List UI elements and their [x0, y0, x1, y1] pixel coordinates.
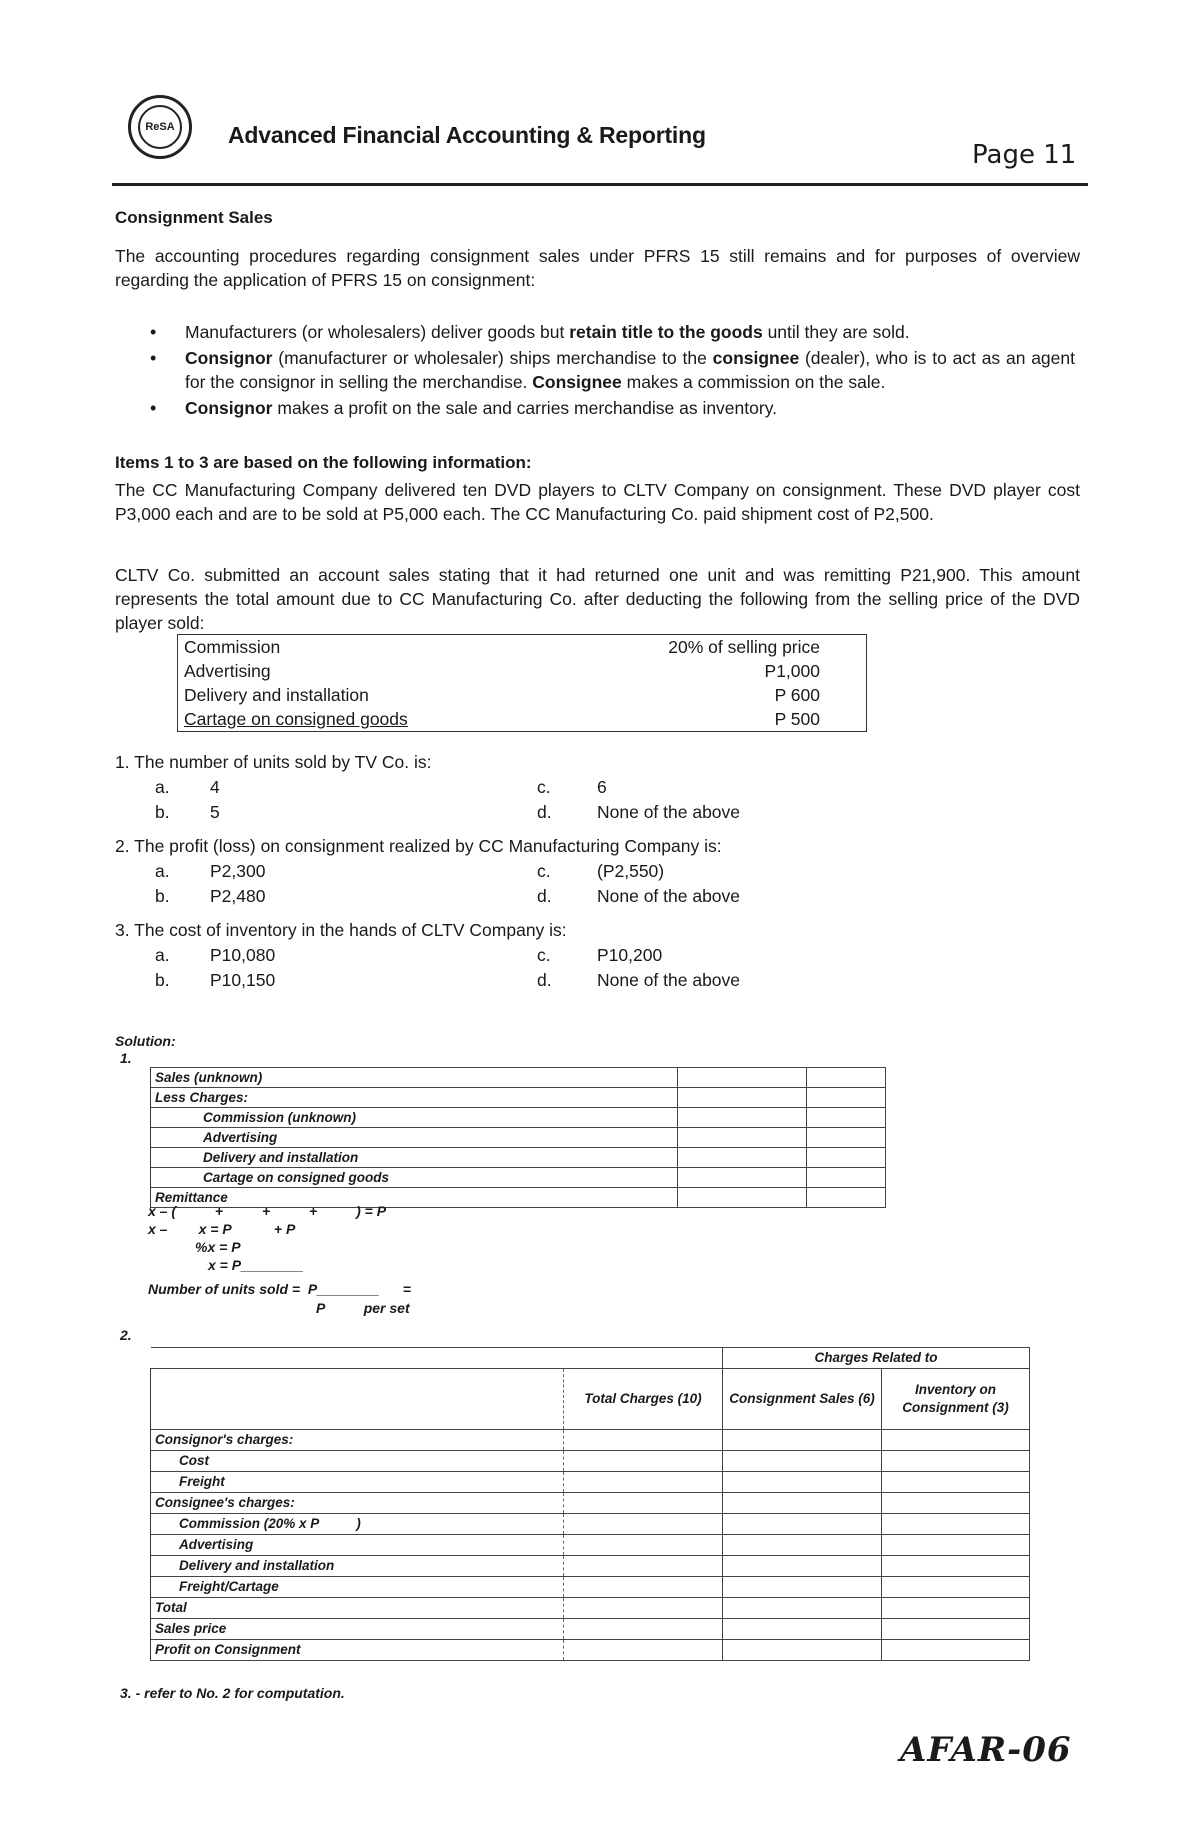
- option-value: 5: [210, 802, 220, 822]
- table-row: Sales price: [151, 1619, 1030, 1640]
- charges-table: [177, 634, 867, 732]
- table-row: Advertising: [151, 1535, 1030, 1556]
- question-stem: 1. The number of units sold by TV Co. is:: [115, 752, 432, 772]
- table-row: Cartage on consigned goods: [151, 1168, 886, 1188]
- option-letter: a.: [155, 861, 170, 881]
- intro-paragraph: The accounting procedures regarding consignment sales under PFRS 15 still remains and for purposes of overview regarding the application of PFRS 15 on consignment:: [115, 246, 1080, 290]
- option-letter: c.: [537, 861, 551, 881]
- table-row: Commission 20% of selling price: [184, 637, 820, 657]
- option-value: P10,150: [210, 970, 276, 990]
- table-row: Commission (unknown): [151, 1108, 886, 1128]
- option-value: P10,080: [210, 945, 276, 965]
- table-row: Charges Related to: [151, 1348, 1030, 1369]
- equation-line-3: %x = P: [195, 1239, 241, 1255]
- option-letter: a.: [155, 945, 170, 965]
- table-row: Freight: [151, 1472, 1030, 1493]
- option-value: None of the above: [597, 886, 741, 906]
- option-letter: a.: [155, 777, 170, 797]
- bullet-list: [150, 320, 1075, 421]
- table-row: Total: [151, 1598, 1030, 1619]
- table-row: Delivery and installation P 600: [184, 685, 820, 705]
- option-value: None of the above: [597, 970, 741, 990]
- items-lead: Items 1 to 3 are based on the following information:: [115, 453, 532, 472]
- units-sold-label: Number of units sold = P________ =: [148, 1281, 411, 1297]
- solution-number-2: 2.: [120, 1327, 132, 1343]
- table-row: Delivery and installation: [151, 1556, 1030, 1577]
- col-inventory-consignment: Inventory on Consignment (3): [882, 1369, 1030, 1430]
- table-row: Freight/Cartage: [151, 1577, 1030, 1598]
- table-row: Delivery and installation: [151, 1148, 886, 1168]
- solution-number-3: 3. - refer to No. 2 for computation.: [120, 1685, 345, 1701]
- bullet-item: • Consignor (manufacturer or wholesaler) ships merchandise to the consignee (dealer), who is to act as an agent for the consignor in selling the merchandise. Consignee makes a commission on the sale.: [150, 346, 1075, 395]
- table-row: Sales (unknown): [151, 1068, 886, 1088]
- option-value: 6: [597, 777, 607, 797]
- equation-line-1: x – ( + + + ) = P: [148, 1203, 387, 1219]
- option-letter: b.: [155, 886, 170, 906]
- question-stem: 3. The cost of inventory in the hands of CLTV Company is:: [115, 920, 567, 940]
- option-letter: c.: [537, 777, 551, 797]
- solution-number-1: 1.: [120, 1050, 132, 1066]
- units-sold-sub: P per set: [316, 1300, 410, 1316]
- equation-line-4: x = P________: [208, 1257, 304, 1273]
- table-row: Cost: [151, 1451, 1030, 1472]
- equation-line-2: x – x = P + P: [148, 1221, 296, 1237]
- solution-2-table: [150, 1347, 1030, 1661]
- option-letter: d.: [537, 802, 552, 822]
- items-paragraph-1: The CC Manufacturing Company delivered ten DVD players to CLTV Company on consignment. These DVD player cost P3,000 each and are to be sold at P5,000 each. The CC Manufacturing Co. paid shipment cost of P2,500.: [115, 480, 1080, 524]
- header-divider: [112, 183, 1088, 186]
- items-paragraph-2: CLTV Co. submitted an account sales stating that it had returned one unit and was remitting P21,900. This amount represents the total amount due to CC Manufacturing Co. after deducting the following from the selling price of the DVD player sold:: [115, 565, 1080, 633]
- table-row: Cartage on consigned goods P 500: [184, 709, 820, 729]
- option-value: P10,200: [597, 945, 663, 965]
- option-letter: d.: [537, 970, 552, 990]
- question-stem: 2. The profit (loss) on consignment realized by CC Manufacturing Company is:: [115, 836, 722, 856]
- option-value: None of the above: [597, 802, 741, 822]
- bullet-item: • Consignor makes a profit on the sale and carries merchandise as inventory.: [150, 396, 1075, 421]
- page-number: Page 11: [972, 140, 1077, 170]
- option-letter: b.: [155, 970, 170, 990]
- option-value: P2,480: [210, 886, 266, 906]
- table-row: Remittance: [151, 1188, 886, 1208]
- table-row: Commission (20% x P ): [151, 1514, 1030, 1535]
- table-row: [151, 1369, 1030, 1430]
- option-letter: d.: [537, 886, 552, 906]
- option-letter: b.: [155, 802, 170, 822]
- resa-logo: [128, 95, 192, 159]
- option-value: P2,300: [210, 861, 266, 881]
- header-title: Advanced Financial Accounting & Reporting: [228, 122, 706, 148]
- logo-text: ReSA: [138, 105, 182, 149]
- option-value: (P2,550): [597, 861, 665, 881]
- table-row: Advertising P1,000: [184, 661, 820, 681]
- col-total-charges: Total Charges (10): [564, 1369, 723, 1430]
- option-value: 4: [210, 777, 220, 797]
- option-letter: c.: [537, 945, 551, 965]
- solution-1-table: [150, 1067, 886, 1208]
- solution-heading: Solution:: [115, 1033, 176, 1049]
- table-row: Profit on Consignment: [151, 1640, 1030, 1661]
- section-heading: Consignment Sales: [115, 208, 273, 227]
- table-row: Less Charges:: [151, 1088, 886, 1108]
- footer-code: AFAR-06: [900, 1730, 1072, 1770]
- bullet-item: • Manufacturers (or wholesalers) deliver goods but retain title to the goods until they are sold.: [150, 320, 1075, 345]
- table-row: Advertising: [151, 1128, 886, 1148]
- table-row: Consignee's charges:: [151, 1493, 1030, 1514]
- col-consignment-sales: Consignment Sales (6): [723, 1369, 882, 1430]
- table-row: Consignor's charges:: [151, 1430, 1030, 1451]
